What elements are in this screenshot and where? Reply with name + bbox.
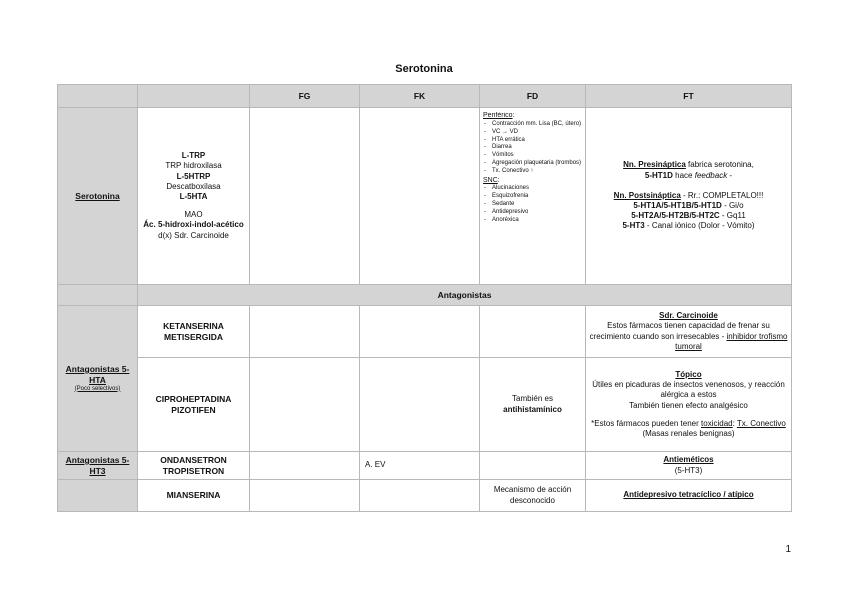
receptor-line: 5-HT2A/5-HT2B/5-HT2C - Gq11	[631, 211, 746, 221]
list-item: - Alucinaciones	[483, 185, 582, 193]
list-item: - VC → VD	[483, 129, 582, 137]
list-item: - Vómitos	[483, 152, 582, 160]
header-row	[58, 85, 792, 108]
pathway-enzyme: TRP hidroxilasa	[165, 161, 222, 171]
drug-cell: CIPROHEPTADINA PIZOTIFEN	[138, 358, 250, 452]
fk-cell: A. EV	[360, 452, 480, 480]
snc-list	[483, 185, 582, 224]
table-row	[58, 452, 792, 480]
presinaptica-line: Nn. Presináptica fabrica serotonina,	[623, 160, 754, 170]
fd-cell: Mecanismo de acción desconocido	[480, 480, 586, 512]
pathway-cell	[138, 108, 250, 285]
ft-cell	[586, 306, 792, 358]
pathway-metabolite: Ác. 5-hidroxi-indol-acético	[143, 220, 244, 230]
page-number: 1	[785, 544, 791, 555]
drug-cell: MIANSERINA	[138, 480, 250, 512]
fk-cell	[360, 480, 480, 512]
ft-cell: Antidepresivo tetracíclico / atípico	[586, 480, 792, 512]
antagonistas-5hta-label: Antagonistas 5-HTA (Poco selectivos)	[58, 306, 138, 452]
header-cell-empty-1	[58, 85, 138, 108]
list-item: - Esquizofrenia	[483, 193, 582, 201]
fk-cell	[360, 306, 480, 358]
fd-cell	[480, 452, 586, 480]
ft-text: También tienen efecto analgésico	[629, 400, 748, 410]
table-row	[58, 306, 792, 358]
ft-title: Sdr. Carcinoide	[659, 311, 718, 321]
ft-cell	[586, 108, 792, 285]
poco-selectivos-note: (Poco selectivos)	[74, 385, 121, 392]
header-fd: FD	[480, 85, 586, 108]
pathway-dx: d(x) Sdr. Carcinoide	[158, 230, 229, 240]
ft-text: Estos fármacos tienen capacidad de frenar su crecimiento cuando son irresecables - inhibidor trofismo tumoral	[589, 321, 788, 351]
list-item: - Tx. Conectivo ↑	[483, 168, 582, 176]
antagonistas-header: Antagonistas	[138, 285, 792, 306]
fd-cell	[480, 306, 586, 358]
ft-title: Antieméticos	[663, 455, 714, 465]
fg-cell	[250, 358, 360, 452]
list-item: - Agregación plaquetaria (trombos)	[483, 160, 582, 168]
ft-note: *Estos fármacos pueden tener toxicidad: Tx. Conectivo (Masas renales benignas)	[591, 418, 786, 438]
presinaptica-receptor: 5-HT1D hace feedback -	[644, 170, 733, 180]
antagonistas-section-row	[58, 285, 792, 306]
ft-cell	[586, 452, 792, 480]
pathway-enzyme: MAO	[184, 210, 203, 220]
postsinaptica-line: Nn. Postsináptica - Rr.: COMPLETALO!!!	[613, 190, 764, 200]
header-cell-empty-2	[138, 85, 250, 108]
list-item: - Sedante	[483, 201, 582, 209]
fd-cell: También es antihistamínico	[480, 358, 586, 452]
pathway-enzyme: Descatboxilasa	[166, 181, 221, 191]
drug-cell: ONDANSETRON TROPISETRON	[138, 452, 250, 480]
section-gutter	[58, 285, 138, 306]
periferico-list	[483, 121, 582, 176]
header-ft: FT	[586, 85, 792, 108]
fg-cell	[250, 108, 360, 285]
list-item: - Antidepresivo	[483, 209, 582, 217]
fg-cell	[250, 452, 360, 480]
list-item: - HTA errática	[483, 137, 582, 145]
receptor-line: 5-HT1A/5-HT1B/5-HT1D - Gi/o	[633, 201, 744, 210]
serotonina-table	[57, 84, 792, 512]
ft-title: Tópico	[675, 369, 702, 379]
periferico-title: Periférico	[483, 112, 513, 119]
snc-title: SNC	[483, 176, 498, 184]
list-item: - Anoréxica	[483, 217, 582, 225]
pathway-step: L-TRP	[181, 151, 206, 161]
row-label-empty	[58, 480, 138, 512]
pathway-step: L-5HTA	[179, 192, 208, 201]
list-item: - Contracción mm. Lisa (BC, útero)	[483, 121, 582, 129]
fk-cell	[360, 358, 480, 452]
table-row	[58, 358, 792, 452]
ft-text: Útiles en picaduras de insectos venenosos, y reacción alérgica a estos	[592, 380, 785, 400]
ft-text: (5-HT3)	[674, 465, 703, 475]
ft-cell	[586, 358, 792, 452]
receptor-line: 5-HT3 - Canal iónico (Dolor - Vómito)	[622, 221, 755, 231]
header-fk: FK	[360, 85, 480, 108]
page-title: Serotonina	[395, 63, 453, 75]
drug-cell: KETANSERINA METISERGIDA	[138, 306, 250, 358]
fg-cell	[250, 306, 360, 358]
list-item: - Diarrea	[483, 144, 582, 152]
fg-cell	[250, 480, 360, 512]
fd-cell: Periférico: - Contracción mm. Lisa (BC, útero) - VC → VD - HTA errática - Diarrea - Vómitos - Agregación plaquetaria (trombos) - Tx. Conectivo ↑ SNC: - Alucinaciones - Esquizofrenia - Sedante - Antidepresivo - Anoréxica	[480, 108, 586, 285]
fk-cell	[360, 108, 480, 285]
serotonina-label: Serotonina	[58, 108, 138, 285]
serotonina-row	[58, 108, 792, 285]
antagonistas-5ht3-label: Antagonistas 5-HT3	[58, 452, 138, 480]
pathway-step: L-5HTRP	[176, 171, 211, 181]
header-fg: FG	[250, 85, 360, 108]
table-row	[58, 480, 792, 512]
